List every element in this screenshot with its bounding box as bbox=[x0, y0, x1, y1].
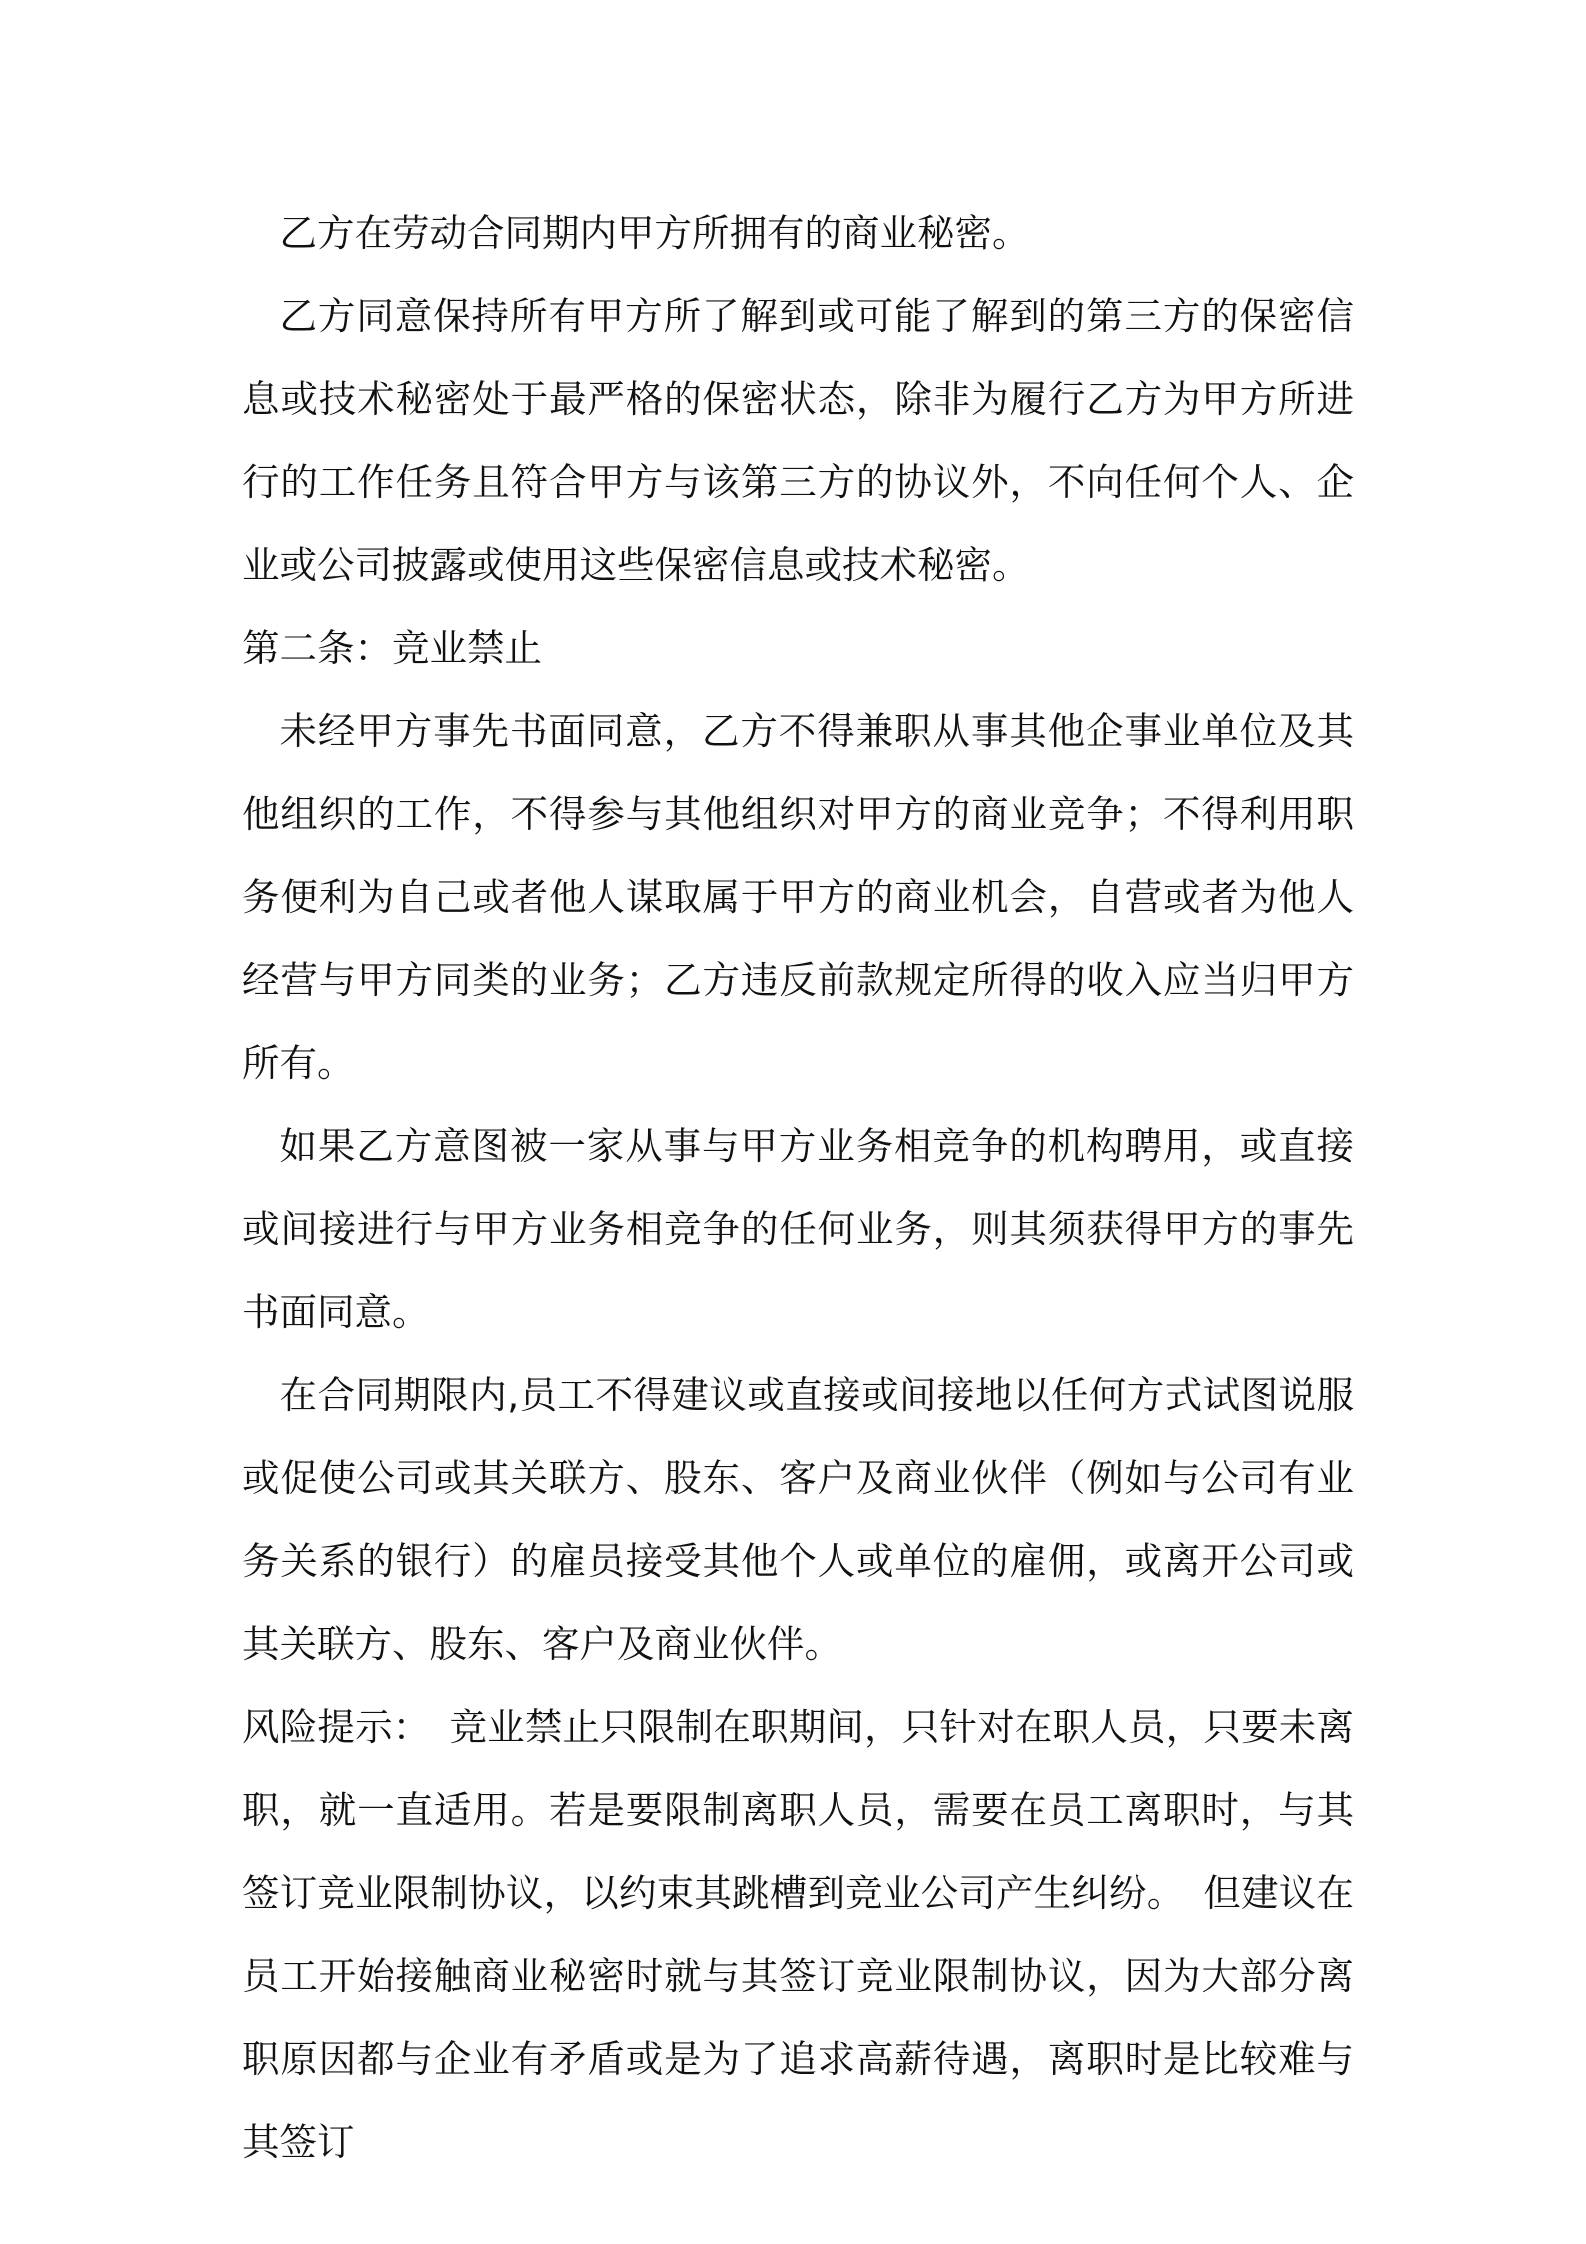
paragraph-third-party-confidentiality: 乙方同意保持所有甲方所了解到或可能了解到的第三方的保密信息或技术秘密处于最严格的保密状态，除非为履行乙方为甲方所进行的工作任务且符合甲方与该第三方的协议外，不向任何个人、企业或公司披露或使用这些保密信息或技术秘密。 bbox=[242, 294, 1354, 587]
section-heading-non-compete: 第二条：竞业禁止 bbox=[242, 626, 542, 670]
paragraph-competitor-employment: 如果乙方意图被一家从事与甲方业务相竞争的机构聘用，或直接或间接进行与甲方业务相竞争的任何业务，则其须获得甲方的事先书面同意。 bbox=[242, 1124, 1354, 1334]
paragraph-trade-secret-scope: 乙方在劳动合同期内甲方所拥有的商业秘密。 bbox=[279, 211, 1030, 255]
paragraph-non-solicitation: 在合同期限内,员工不得建议或直接或间接地以任何方式试图说服或促使公司或其关联方、股东、客户及商业伙伴（例如与公司有业务关系的银行）的雇员接受其他个人或单位的雇佣，或离开公司或其关联方、股东、客户及商业伙伴。 bbox=[242, 1373, 1354, 1666]
document-body bbox=[242, 192, 1354, 2184]
paragraph-no-moonlighting: 未经甲方事先书面同意，乙方不得兼职从事其他企事业单位及其他组织的工作，不得参与其他组织对甲方的商业竞争；不得利用职务便利为自己或者他人谋取属于甲方的商业机会，自营或者为他人经营与甲方同类的业务；乙方违反前款规定所得的收入应当归甲方所有。 bbox=[242, 709, 1354, 1085]
paragraph-risk-notice: 风险提示： 竞业禁止只限制在职期间，只针对在职人员，只要未离职，就一直适用。若是要限制离职人员，需要在员工离职时，与其签订竞业限制协议，以约束其跳槽到竞业公司产生纠纷。 但建议在员工开始接触商业秘密时就与其签订竞业限制协议，因为大部分离职原因都与企业有矛盾或是为了追求高薪待遇，离职时是比较难与其签订 bbox=[242, 1705, 1354, 2164]
